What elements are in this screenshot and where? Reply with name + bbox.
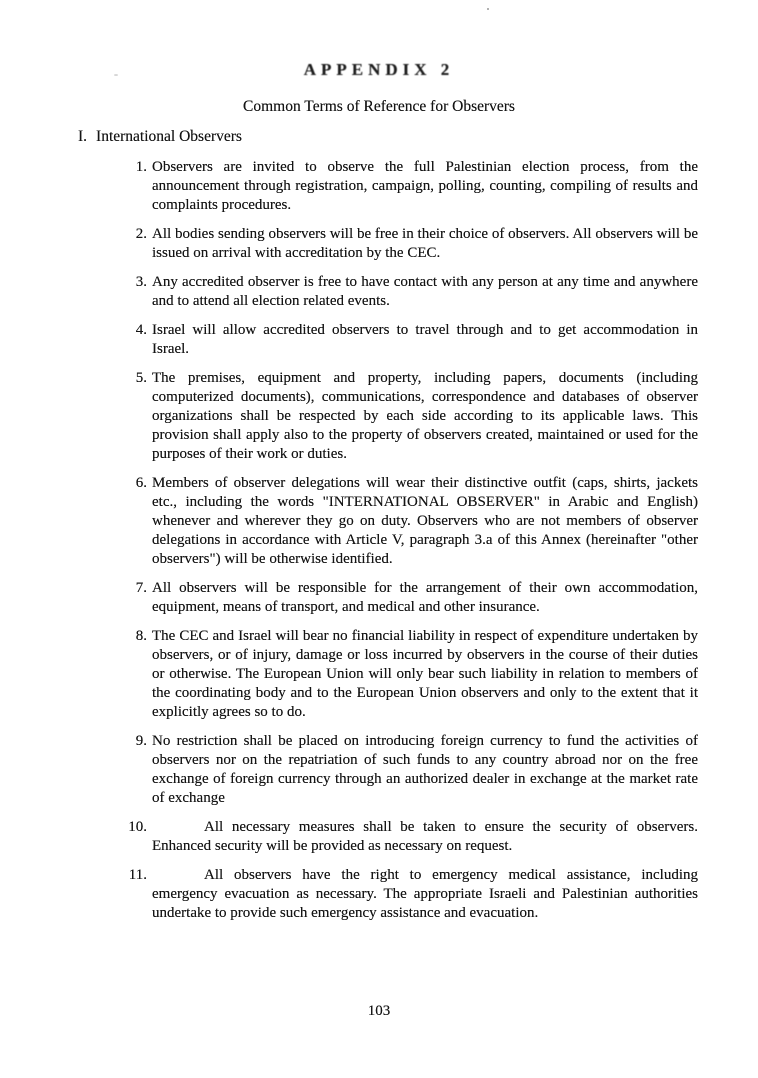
item-text: No restriction shall be placed on introducing foreign currency to fund the activities of observers nor on the repatriation of such funds to any country abroad nor on the free exchange of foreign currency through an authorized dealer in exchange at the market rate of exchange <box>152 733 698 806</box>
item-text: Any accredited observer is free to have contact with any person at any time and anywhere and to attend all election related events. <box>152 274 698 309</box>
list-item <box>135 579 698 617</box>
page-number: 103 <box>367 1003 391 1019</box>
list-item <box>135 627 698 722</box>
item-text: The CEC and Israel will bear no financial liability in respect of expenditure undertaken by observers, or of injury, damage or loss incurred by observers in the course of their duties or otherwise. The European Union will only bear such liability in relation to members of the coordinating body and to the European Union observers and only to the extent that it explicitly agrees so to do. <box>152 628 698 720</box>
item-number: 11. <box>128 867 147 883</box>
item-text: All necessary measures shall be taken to ensure the security of observers. Enhanced security will be provided as necessary on request. <box>152 819 698 854</box>
list-item <box>135 474 698 569</box>
scan-artifact-speck <box>487 8 489 10</box>
item-text: Observers are invited to observe the full Palestinian election process, from the announcement through registration, campaign, polling, counting, compiling of results and complaints procedures. <box>152 159 698 213</box>
item-text: Members of observer delegations will wear their distinctive outfit (caps, shirts, jackets etc., including the words "INTERNATIONAL OBSERVER" in Arabic and English) whenever and wherever they go on duty. Observers who are not members of observer delegations in accordance with Article V, paragraph 3.a of this Annex (hereinafter "other observers") will be otherwise identified. <box>152 475 698 567</box>
item-number: 3. <box>135 274 147 290</box>
item-number: 8. <box>135 628 147 644</box>
list-item <box>135 369 698 464</box>
section-heading <box>78 128 242 146</box>
item-number: 2. <box>135 226 147 242</box>
section-title: International Observers <box>96 128 242 145</box>
section-numeral: I. <box>78 128 88 145</box>
item-number: 5. <box>135 370 147 386</box>
item-text: All observers will be responsible for the arrangement of their own accommodation, equipment, means of transport, and medical and other insurance. <box>152 580 698 615</box>
appendix-heading: APPENDIX 2 <box>303 60 455 79</box>
item-text: All bodies sending observers will be free in their choice of observers. All observers will be issued on arrival with accreditation by the CEC. <box>152 226 698 261</box>
list-item <box>128 866 698 923</box>
item-text: All observers have the right to emergency medical assistance, including emergency evacuation as necessary. The appropriate Israeli and Palestinian authorities undertake to provide such emergency assistance and evacuation. <box>152 867 698 921</box>
item-number: 6. <box>135 475 147 491</box>
item-text: The premises, equipment and property, including papers, documents (including computerized documents), communications, correspondence and databases of observer organizations shall be respected by each side according to its applicable laws. This provision shall apply also to the property of observers created, maintained or used for the purposes of their work or duties. <box>152 370 698 462</box>
list-item <box>135 732 698 808</box>
list-item <box>135 225 698 263</box>
document-title: Common Terms of Reference for Observers <box>243 98 515 115</box>
list-item <box>135 321 698 359</box>
list-item <box>135 273 698 311</box>
item-number: 7. <box>135 580 147 596</box>
item-number: 10. <box>128 819 147 835</box>
numbered-list <box>128 158 698 933</box>
list-item <box>135 158 698 215</box>
list-item <box>128 818 698 856</box>
item-number: 1. <box>135 159 147 175</box>
item-number: 4. <box>135 322 147 338</box>
item-number: 9. <box>135 733 147 749</box>
item-text: Israel will allow accredited observers to travel through and to get accommodation in Israel. <box>152 322 698 357</box>
